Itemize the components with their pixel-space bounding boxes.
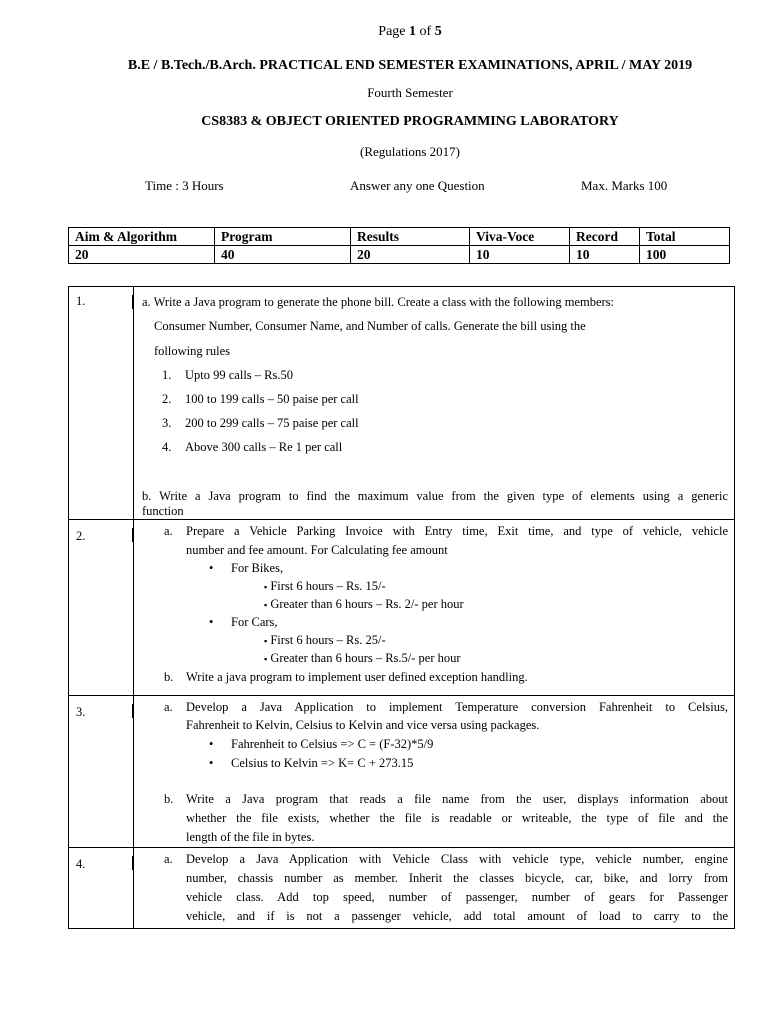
q1-rule <box>162 414 728 432</box>
exam-title: B.E / B.Tech./B.Arch. PRACTICAL END SEMESTER EXAMINATIONS, APRIL / MAY 2019 <box>127 58 693 73</box>
bike1-text: First 6 hours – Rs. 15/- <box>270 579 386 593</box>
q3-bullet1 <box>209 735 728 753</box>
cars-label: For Cars, <box>231 615 278 629</box>
course-title: CS8383 & OBJECT ORIENTED PROGRAMMING LABORATORY <box>201 114 619 129</box>
rule-text: 200 to 299 calls – 75 paise per call <box>185 416 359 430</box>
marks-value-row <box>69 246 730 264</box>
question-row <box>69 520 735 696</box>
q2-car1 <box>264 631 728 650</box>
rule-number: 4. <box>162 440 172 454</box>
q2-b-label: b. <box>164 670 174 684</box>
question-body <box>134 696 735 848</box>
q2-a-label: a. <box>164 524 173 538</box>
marks-value-cell: 40 <box>215 246 351 264</box>
marks-table <box>68 227 730 264</box>
question-number-cell <box>69 696 134 848</box>
page-of: of <box>416 24 435 39</box>
square-bullet-icon: ▪ <box>264 654 268 664</box>
question-number-cell <box>69 848 134 929</box>
q3-b-line2: whether the file exists, whether the file is readable or writeable, the type of file and the <box>186 811 728 825</box>
question-body <box>134 287 735 520</box>
semester: Fourth Semester <box>367 85 453 100</box>
marks-header-cell: Program <box>215 228 351 246</box>
q1-rule <box>162 390 728 408</box>
question-body <box>134 848 735 929</box>
q3-a-label: a. <box>164 700 173 714</box>
q2-car2 <box>264 649 728 668</box>
q1-a-line2: Consumer Number, Consumer Name, and Number of calls. Generate the bill using the <box>154 319 586 333</box>
bullet1-text: Fahrenheit to Celsius => C = (F-32)*5/9 <box>231 737 434 751</box>
question-number-cell <box>69 287 134 520</box>
q3-bullet2 <box>209 754 728 772</box>
question-number: 4. <box>76 857 86 871</box>
question-row <box>69 848 735 929</box>
question-number-cell <box>69 520 134 696</box>
question-row <box>69 696 735 848</box>
q2-bikes <box>209 559 728 577</box>
q4-a-line1: Develop a Java Application with Vehicle Class with vehicle type, vehicle number, engine <box>186 852 728 866</box>
q1-rule <box>162 366 728 384</box>
marks-header-cell: Results <box>351 228 470 246</box>
q4-a-line3: vehicle class. Add top speed, number of passenger, number of gears for Passenger <box>186 890 728 904</box>
q4-a-line4: vehicle, and if is not a passenger vehicle, add total amount of load to carry to the <box>186 909 728 923</box>
rule-text: 100 to 199 calls – 50 paise per call <box>185 392 359 406</box>
car1-text: First 6 hours – Rs. 25/- <box>270 633 386 647</box>
bikes-label: For Bikes, <box>231 561 284 575</box>
questions-table <box>68 286 735 929</box>
q3-a-line2: Fahrenheit to Kelvin, Celsius to Kelvin and vice versa using packages. <box>186 718 540 732</box>
page-total: 5 <box>434 24 442 39</box>
q2-b-line1: Write a java program to implement user defined exception handling. <box>186 670 528 684</box>
bullet-icon: • <box>209 561 214 575</box>
rule-number: 1. <box>162 368 172 382</box>
marks-value-cell: 10 <box>470 246 570 264</box>
q1-b-line1: b. Write a Java program to find the maximum value from the given type of elements using a generic <box>142 489 728 503</box>
max-marks: Max. Marks 100 <box>581 178 668 193</box>
bullet-icon: • <box>209 615 214 629</box>
car2-text: Greater than 6 hours – Rs.5/- per hour <box>270 651 461 665</box>
marks-value-cell: 100 <box>640 246 730 264</box>
bullet-icon: • <box>209 756 214 770</box>
question-number: 3. <box>76 705 86 719</box>
question-number: 1. <box>76 294 86 308</box>
bike2-text: Greater than 6 hours – Rs. 2/- per hour <box>270 597 464 611</box>
page-current: 1 <box>409 24 417 39</box>
rule-text: Above 300 calls – Re 1 per call <box>185 440 343 454</box>
rule-number: 3. <box>162 416 172 430</box>
q2-a-line2: number and fee amount. For Calculating fee amount <box>186 543 448 557</box>
page-number <box>0 24 768 40</box>
q2-cars <box>209 613 728 631</box>
exam-instruction: Answer any one Question <box>350 178 485 193</box>
marks-header-cell: Total <box>640 228 730 246</box>
q3-b-line3: length of the file in bytes. <box>186 830 315 844</box>
q4-a-label: a. <box>164 852 173 866</box>
q1-a-intro: a. Write a Java program to generate the phone bill. Create a class with the following members: <box>142 295 615 309</box>
page-label: Page <box>378 24 410 39</box>
bullet2-text: Celsius to Kelvin => K= C + 273.15 <box>231 756 414 770</box>
marks-value-cell: 10 <box>570 246 640 264</box>
marks-value-cell: 20 <box>351 246 470 264</box>
q4-a-line2: number, chassis number as member. Inherit the classes bicycle, car, bike, and lorry from <box>186 871 728 885</box>
square-bullet-icon: ▪ <box>264 636 268 646</box>
marks-header-row <box>69 228 730 246</box>
q3-b-label: b. <box>164 792 174 806</box>
marks-value-cell: 20 <box>69 246 215 264</box>
square-bullet-icon: ▪ <box>264 600 268 610</box>
rule-text: Upto 99 calls – Rs.50 <box>185 368 293 382</box>
regulations: (Regulations 2017) <box>359 144 460 159</box>
q2-bike1 <box>264 577 728 596</box>
q1-b-line2: function <box>142 504 184 518</box>
rule-number: 2. <box>162 392 172 406</box>
question-row <box>69 287 735 520</box>
q3-a-line1: Develop a Java Application to implement Temperature conversion Fahrenheit to Celsius, <box>186 700 728 714</box>
marks-header-cell: Aim & Algorithm <box>69 228 215 246</box>
q3-b-line1: Write a Java program that reads a file name from the user, displays information about <box>186 792 728 806</box>
marks-header-cell: Viva-Voce <box>470 228 570 246</box>
question-number: 2. <box>76 529 86 543</box>
q2-a-line1: Prepare a Vehicle Parking Invoice with Entry time, Exit time, and type of vehicle, vehicle <box>186 524 728 538</box>
q2-bike2 <box>264 595 728 614</box>
square-bullet-icon: ▪ <box>264 582 268 592</box>
q1-rule <box>162 438 728 456</box>
marks-header-cell: Record <box>570 228 640 246</box>
bullet-icon: • <box>209 737 214 751</box>
q1-a-line3: following rules <box>154 344 231 358</box>
exam-time: Time : 3 Hours <box>145 178 224 193</box>
question-body <box>134 520 735 696</box>
